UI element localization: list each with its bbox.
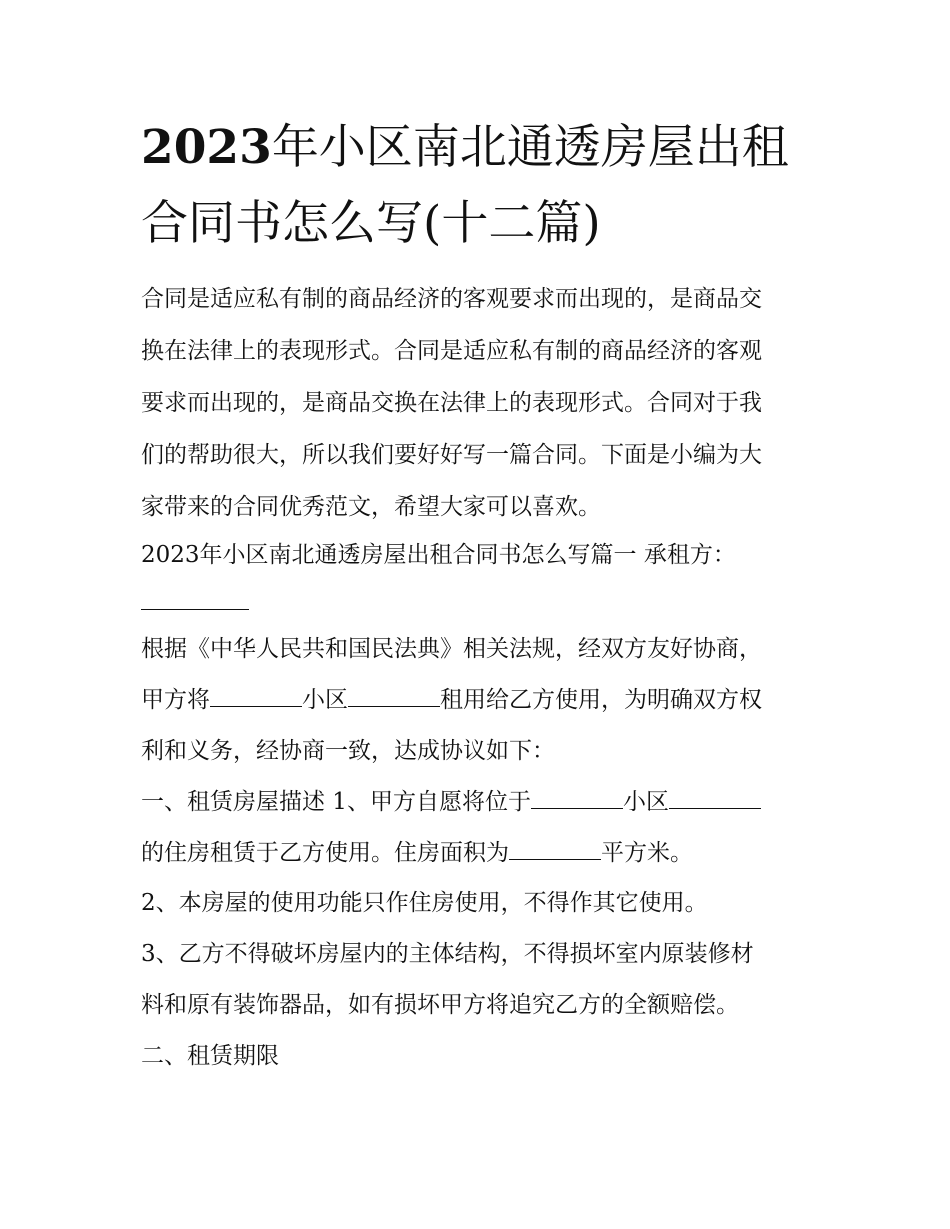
intro-line-1: 合同是适应私有制的商品经济的客观要求而出现的，是商品交	[141, 286, 762, 312]
clause1-line-2	[141, 837, 693, 869]
section2-heading: 二、租赁期限	[141, 1043, 279, 1069]
basis-line-2	[141, 684, 762, 716]
basis-text-b: 小区	[302, 687, 348, 713]
title-text-1: 年小区南北通透房屋出租	[271, 120, 789, 175]
intro-line-5: 家带来的合同优秀范文，希望大家可以喜欢。	[141, 494, 601, 520]
clause1-text-b: 小区	[622, 789, 669, 815]
tenant-blank-line	[141, 587, 249, 619]
clause1-text-d: 平方米。	[601, 840, 693, 866]
blank-field	[210, 684, 302, 707]
intro-line-2: 换在法律上的表现形式。合同是适应私有制的商品经济的客观	[141, 338, 762, 364]
basis-line-1: 根据《中华人民共和国民法典》相关法规，经双方友好协商，	[141, 636, 762, 662]
section-heading: 2023年小区南北通透房屋出租合同书怎么写篇一 承租方：	[141, 542, 736, 568]
clause3-line-2: 料和原有装饰器品，如有损坏甲方将追究乙方的全额赔偿。	[141, 992, 739, 1018]
blank-field	[509, 837, 601, 860]
basis-text-c: 租用给乙方使用，为明确双方权	[440, 687, 762, 713]
basis-line-3: 利和义务，经协商一致，达成协议如下：	[141, 738, 555, 764]
intro-line-4: 们的帮助很大，所以我们要好好写一篇合同。下面是小编为大	[141, 442, 762, 468]
clause1-text-a: 一、租赁房屋描述 1、甲方自愿将位于	[141, 789, 531, 815]
intro-line-3: 要求而出现的，是商品交换在法律上的表现形式。合同对于我	[141, 390, 762, 416]
clause1-line-1	[141, 786, 761, 818]
clause2-line: 2、本房屋的使用功能只作住房使用，不得作其它使用。	[141, 890, 708, 916]
document-title-line-1	[141, 118, 789, 178]
tenant-blank	[141, 587, 249, 610]
title-year: 2023	[141, 120, 272, 175]
blank-field	[348, 684, 440, 707]
document-title-line-2: 合同书怎么写(十二篇)	[141, 196, 601, 251]
clause3-line-1: 3、乙方不得破坏房屋内的主体结构，不得损坏室内原装修材	[141, 941, 754, 967]
blank-field	[531, 786, 623, 809]
basis-text-a: 甲方将	[141, 687, 210, 713]
clause1-text-c: 的住房租赁于乙方使用。住房面积为	[141, 840, 509, 866]
blank-field	[669, 786, 761, 809]
